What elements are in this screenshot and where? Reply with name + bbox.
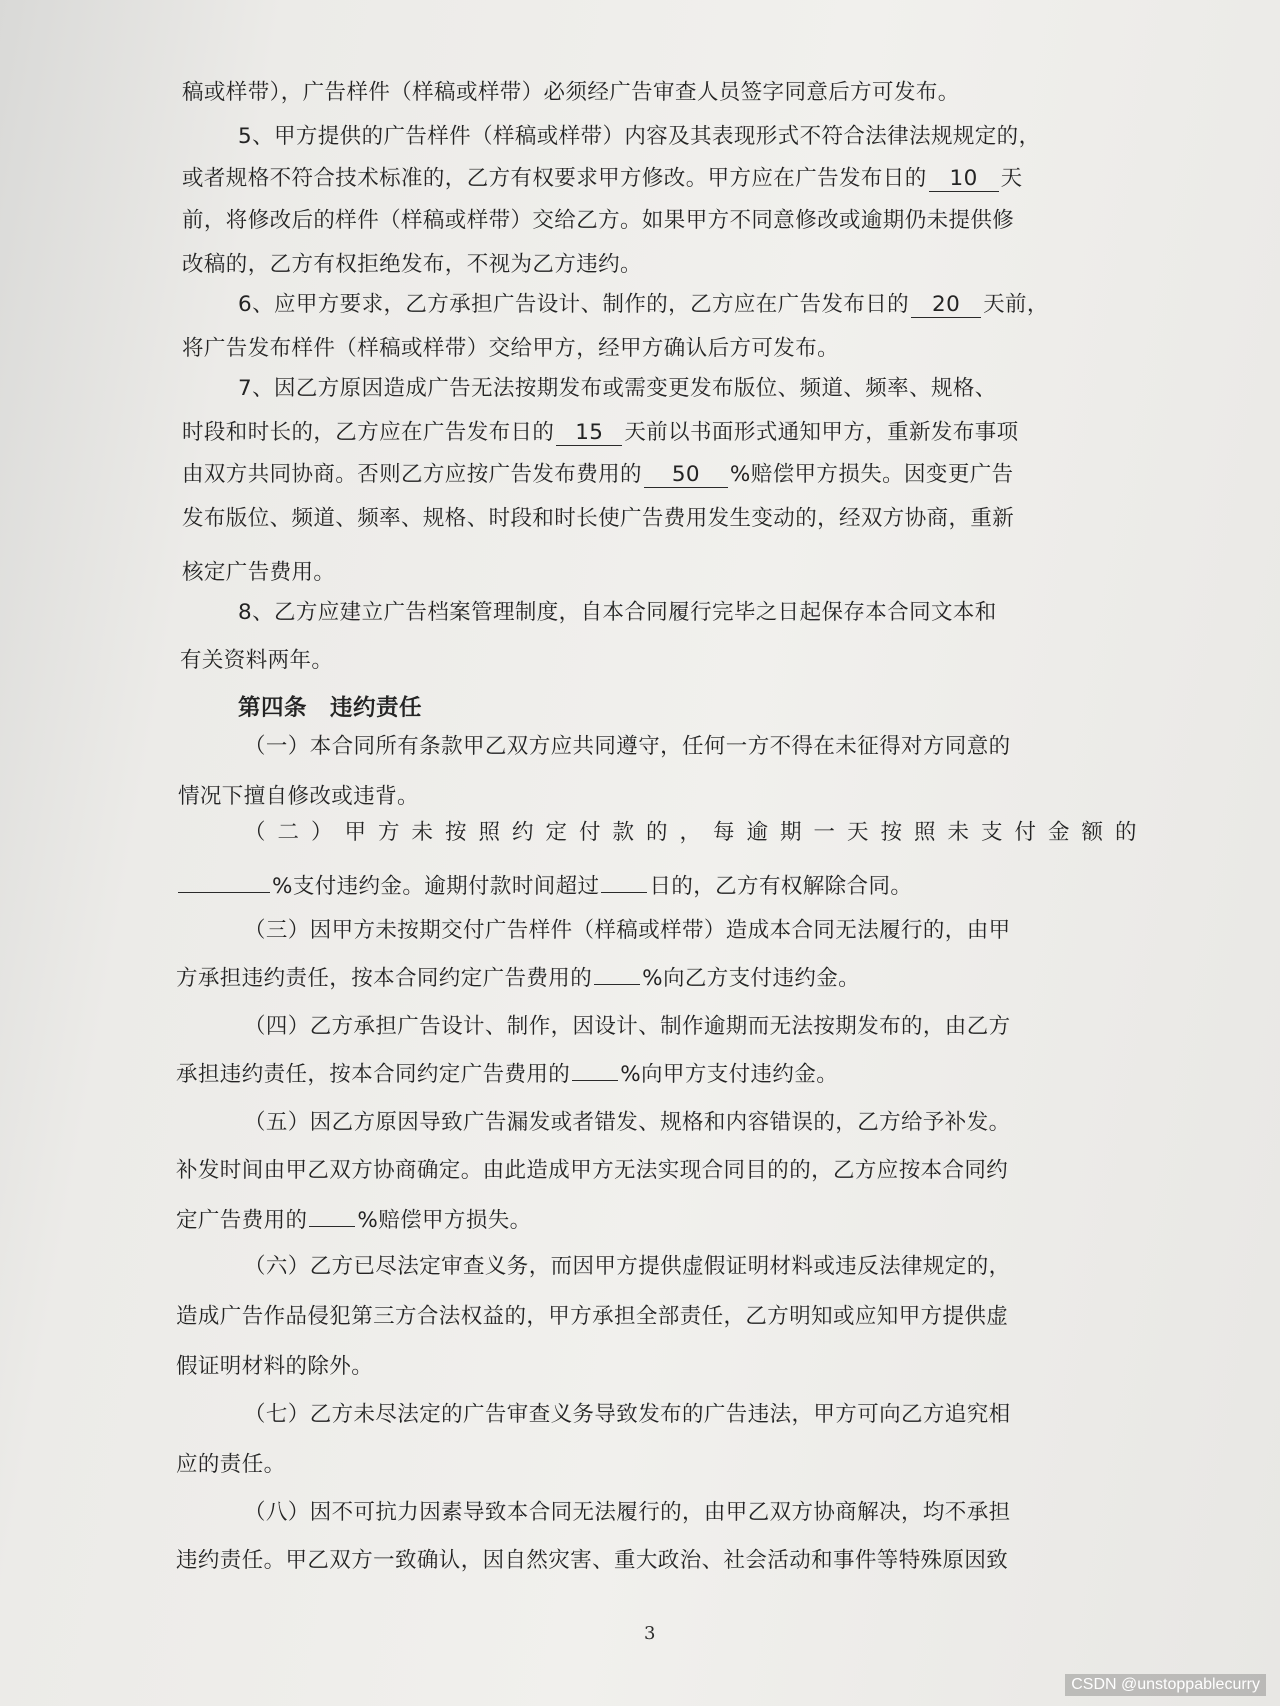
fill-in-blank xyxy=(309,1226,355,1227)
text-span: 承担违约责任，按本合同约定广告费用的 xyxy=(176,1062,571,1087)
text-line xyxy=(176,1302,1008,1332)
text-span: 有关资料两年。 xyxy=(180,648,334,673)
text-line xyxy=(182,206,1014,236)
text-line xyxy=(244,1252,1011,1282)
text-span: 补发时间由甲乙双方协商确定。由此造成甲方无法实现合同目的的，乙方应按本合同约 xyxy=(176,1158,1009,1183)
text-line xyxy=(176,964,860,994)
text-line xyxy=(176,1352,373,1382)
text-line xyxy=(244,818,1149,848)
text-line xyxy=(182,164,1023,194)
text-line xyxy=(182,418,1019,448)
text-line xyxy=(182,504,1014,534)
watermark-label: CSDN @unstoppablecurry xyxy=(1065,1674,1266,1696)
text-span: 5、甲方提供的广告样件（样稿或样带）内容及其表现形式不符合法律法规规定的， xyxy=(238,124,1041,149)
text-span: 8、乙方应建立广告档案管理制度，自本合同履行完毕之日起保存本合同文本和 xyxy=(238,600,997,625)
text-line xyxy=(182,334,839,364)
fill-in-blank: 50 xyxy=(644,463,728,488)
text-span: （六）乙方已尽法定审查义务，而因甲方提供虚假证明材料或违反法律规定的， xyxy=(244,1254,1011,1279)
text-span: 应的责任。 xyxy=(176,1452,286,1477)
fill-in-blank: 20 xyxy=(911,293,981,318)
text-line xyxy=(176,1206,532,1236)
text-line xyxy=(238,122,1040,152)
text-span: 时段和时长的，乙方应在广告发布日的 xyxy=(182,420,555,445)
text-line xyxy=(244,1012,1011,1042)
text-line xyxy=(244,1498,1011,1528)
text-span: 6、应甲方要求，乙方承担广告设计、制作的，乙方应在广告发布日的 xyxy=(238,292,910,317)
text-span: 7、因乙方原因造成广告无法按期发布或需变更发布版位、频道、频率、规格、 xyxy=(238,376,997,401)
text-span: 将广告发布样件（样稿或样带）交给甲方，经甲方确认后方可发布。 xyxy=(182,336,840,361)
fill-in-blank: 10 xyxy=(929,167,999,192)
fill-in-blank xyxy=(601,892,647,893)
text-span: 方承担违约责任，按本合同约定广告费用的 xyxy=(176,966,593,991)
text-line xyxy=(176,1546,1008,1576)
text-span: （八）因不可抗力因素导致本合同无法履行的，由甲乙双方协商解决，均不承担 xyxy=(244,1500,1011,1525)
text-line xyxy=(238,598,997,628)
text-span: 前，将修改后的样件（样稿或样带）交给乙方。如果甲方不同意修改或逾期仍未提供修 xyxy=(182,208,1015,233)
text-span: 或者规格不符合技术标准的，乙方有权要求甲方修改。甲方应在广告发布日的 xyxy=(182,166,927,191)
text-line xyxy=(238,290,1049,320)
text-span: （三）因甲方未按期交付广告样件（样稿或样带）造成本合同无法履行的，由甲 xyxy=(244,918,1011,943)
text-span: 造成广告作品侵犯第三方合法权益的，甲方承担全部责任，乙方明知或应知甲方提供虚 xyxy=(176,1304,1009,1329)
text-line xyxy=(176,1156,1008,1186)
text-span: 日的，乙方有权解除合同。 xyxy=(649,874,913,899)
text-span: %赔偿甲方损失。因变更广告 xyxy=(729,462,1014,487)
text-line xyxy=(176,872,912,902)
fill-in-blank xyxy=(572,1080,618,1081)
text-span: 情况下擅自修改或违背。 xyxy=(178,784,419,809)
text-line xyxy=(182,558,335,588)
text-span: 天前， xyxy=(983,292,1049,317)
fill-in-blank xyxy=(178,892,270,893)
text-line xyxy=(244,1400,1011,1430)
text-span: （二）甲方未按照约定付款的，每逾期一天按照未支付金额的 xyxy=(244,820,1149,845)
text-span: %向乙方支付违约金。 xyxy=(642,966,861,991)
text-span: 改稿的，乙方有权拒绝发布，不视为乙方违约。 xyxy=(182,252,642,277)
text-line xyxy=(244,916,1011,946)
text-span: 由双方共同协商。否则乙方应按广告发布费用的 xyxy=(182,462,642,487)
text-span: 定广告费用的 xyxy=(176,1208,308,1233)
text-span: （四）乙方承担广告设计、制作，因设计、制作逾期而无法按期发布的，由乙方 xyxy=(244,1014,1011,1039)
text-span: 假证明材料的除外。 xyxy=(176,1354,374,1379)
text-span: 天 xyxy=(1000,166,1023,191)
text-span: 稿或样带），广告样件（样稿或样带）必须经广告审查人员签字同意后方可发布。 xyxy=(182,80,960,105)
article-heading: 第四条 违约责任 xyxy=(238,695,423,721)
text-span: %支付违约金。逾期付款时间超过 xyxy=(272,874,600,899)
text-span: 违约责任。甲乙双方一致确认，因自然灾害、重大政治、社会活动和事件等特殊原因致 xyxy=(176,1548,1009,1573)
text-span: （一）本合同所有条款甲乙双方应共同遵守，任何一方不得在未征得对方同意的 xyxy=(244,734,1011,759)
text-span: 天前以书面形式通知甲方，重新发布事项 xyxy=(624,420,1019,445)
text-line xyxy=(238,374,997,404)
text-line xyxy=(176,1450,286,1480)
text-span: 发布版位、频道、频率、规格、时段和时长使广告费用发生变动的，经双方协商，重新 xyxy=(182,506,1015,531)
text-line xyxy=(182,460,1014,490)
text-span: %向甲方支付违约金。 xyxy=(620,1062,839,1087)
text-span: （五）因乙方原因导致广告漏发或者错发、规格和内容错误的，乙方给予补发。 xyxy=(244,1110,1011,1135)
text-span: 核定广告费用。 xyxy=(182,560,336,585)
text-line xyxy=(178,782,419,812)
page-number: 3 xyxy=(644,1623,656,1644)
text-line xyxy=(182,250,642,280)
text-line xyxy=(182,78,960,108)
text-line xyxy=(244,732,1011,762)
text-line xyxy=(180,646,333,676)
text-span: %赔偿甲方损失。 xyxy=(357,1208,532,1233)
fill-in-blank: 15 xyxy=(556,421,622,446)
text-line xyxy=(176,1060,838,1090)
fill-in-blank xyxy=(594,984,640,985)
text-span: （七）乙方未尽法定的广告审查义务导致发布的广告违法，甲方可向乙方追究相 xyxy=(244,1402,1011,1427)
text-line xyxy=(244,1108,1011,1138)
